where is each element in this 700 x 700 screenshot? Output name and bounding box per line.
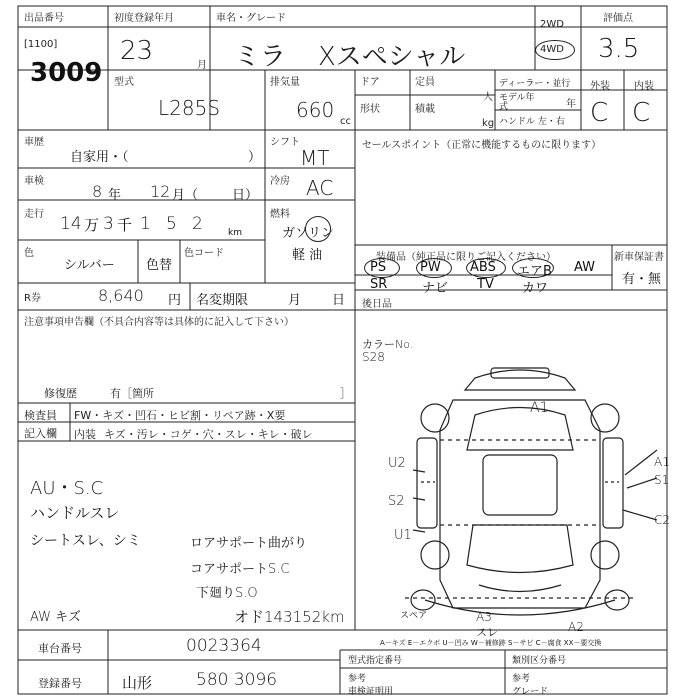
equipment-row-2 bbox=[362, 277, 612, 296]
warranty-value: 有・無 bbox=[622, 272, 662, 287]
equip-ps: PS bbox=[370, 260, 387, 275]
sales-point-label: セールスポイント（正常に機能するものに限ります） bbox=[362, 140, 602, 151]
usage: 自家用・（ bbox=[70, 150, 129, 165]
int-row: キズ・汚レ・コゲ・穴・スレ・キレ・破レ bbox=[104, 428, 313, 441]
color-code-label: 色コード bbox=[184, 248, 224, 259]
int-label: 内装 bbox=[634, 81, 654, 92]
drive-4wd: 4WD bbox=[540, 44, 564, 55]
note-lower-support: ロアサポート曲がり bbox=[190, 536, 308, 551]
grade: Xスペシャル bbox=[318, 42, 466, 72]
mark-s2: S2 bbox=[388, 494, 405, 509]
color-label: 色 bbox=[24, 248, 34, 259]
equip-airbag: エアB bbox=[517, 264, 552, 279]
mileage-man: 万 bbox=[84, 216, 100, 234]
ref-label-2: 参考 bbox=[512, 674, 531, 684]
mark-a1-roof: A1 bbox=[530, 400, 549, 416]
equip-navi: ナビ bbox=[422, 281, 449, 296]
drive-4wd-circle bbox=[535, 40, 575, 60]
chassis-label: 車台番号 bbox=[38, 642, 82, 655]
color-change-label: 色替 bbox=[146, 258, 173, 273]
lot-label: 出品番号 bbox=[24, 13, 64, 24]
damage-legend: A－キズ E－エクボ U－凹み W－補修跡 S－サビ C－腐食 XX－要交換 bbox=[380, 639, 602, 647]
handle-label: ハンドル 左・右 bbox=[499, 117, 565, 127]
ref-label-1: 参考 bbox=[348, 674, 367, 684]
repair-value: 有［箇所 bbox=[110, 387, 154, 400]
name-label: 車名・グレード bbox=[216, 13, 286, 24]
ext-label: 外装 bbox=[590, 81, 610, 92]
color-no-label: カラーNo. bbox=[362, 338, 414, 351]
mark-c2: C2 bbox=[654, 513, 671, 527]
mileage-unit: km bbox=[228, 228, 242, 238]
equip-sr: SR bbox=[370, 277, 388, 292]
recycle-amount: 8,640 bbox=[98, 286, 144, 305]
insp-month: 12 bbox=[150, 182, 171, 201]
insp-day-unit: 日） bbox=[232, 188, 259, 203]
note-core-support: コアサポートS.C bbox=[190, 562, 290, 577]
load-label: 積載 bbox=[415, 104, 435, 115]
insp-month-unit: 月（ bbox=[172, 188, 199, 203]
mark-a1-side: A1 bbox=[654, 455, 670, 469]
repair-label: 修復歴 bbox=[44, 387, 77, 400]
drive-2wd: 2WD bbox=[540, 19, 564, 30]
score: 3.5 bbox=[598, 34, 640, 64]
fuel-diesel: 軽 油 bbox=[292, 248, 323, 263]
cc: 660 bbox=[296, 98, 335, 122]
expiry-day: 日 bbox=[332, 293, 346, 308]
fuel-gas-circle bbox=[305, 216, 331, 242]
usage-label: 車歴 bbox=[24, 137, 44, 148]
model: L285S bbox=[158, 96, 221, 120]
model-label: 型式 bbox=[114, 77, 134, 88]
plate-label: 登録番号 bbox=[38, 677, 82, 690]
inspector-label-2: 記入欄 bbox=[24, 427, 57, 440]
insp-year-unit: 年 bbox=[108, 188, 122, 203]
expiry-label: 名変期限 bbox=[196, 293, 249, 308]
equip-abs-circle bbox=[466, 258, 506, 278]
mileage-label: 走行 bbox=[24, 209, 44, 220]
equip-aw: AW bbox=[574, 260, 596, 275]
plate-number: 580 3096 bbox=[196, 670, 278, 690]
first-reg-label: 初度登録年月 bbox=[114, 13, 174, 24]
equip-label: 装備品（純正品に限りご記入ください） bbox=[376, 252, 556, 263]
shift: MT bbox=[300, 146, 330, 170]
insp-year: 8 bbox=[92, 182, 103, 201]
shift-label: シフト bbox=[270, 137, 300, 148]
mark-u1: U1 bbox=[394, 528, 412, 543]
equip-leather: カワ bbox=[522, 281, 549, 296]
mileage-d4: 5 bbox=[166, 214, 177, 234]
note-underbody: 下廻りS.O bbox=[196, 586, 258, 601]
capacity-label: 定員 bbox=[415, 77, 435, 88]
note-odometer: オド143152km bbox=[234, 608, 345, 626]
equip-pw-circle bbox=[416, 258, 452, 278]
equip-pw: PW bbox=[420, 260, 441, 275]
int-row-label: 内装 bbox=[74, 428, 96, 441]
capacity-unit: 人 bbox=[483, 92, 493, 103]
grade-box-label: グレード bbox=[512, 687, 549, 697]
inspection-label: 車検 bbox=[24, 176, 44, 187]
cert-label: 車検証明用 bbox=[348, 687, 394, 697]
equip-ps-circle bbox=[364, 258, 400, 278]
int-score: C bbox=[632, 98, 651, 128]
color-no: S28 bbox=[362, 350, 385, 364]
fuel-gas: ガソリン bbox=[282, 226, 335, 241]
repair-close: ］ bbox=[340, 387, 351, 400]
car-name: ミラ bbox=[234, 42, 287, 72]
lot-small: [1100] bbox=[24, 39, 58, 50]
note-handle-wear: ハンドルスレ bbox=[30, 504, 120, 522]
first-reg-year: 23 bbox=[120, 36, 154, 66]
warranty-label: 新車保証書 bbox=[614, 252, 664, 263]
mark-a3: A3 bbox=[476, 610, 492, 624]
cc-unit: cc bbox=[340, 116, 351, 127]
color: シルバー bbox=[64, 258, 115, 273]
mileage-d2: 3 bbox=[103, 214, 114, 234]
cc-label: 排気量 bbox=[270, 77, 300, 88]
expiry-month: 月 bbox=[288, 293, 302, 308]
mark-u2: U2 bbox=[388, 456, 406, 471]
usage-close: ） bbox=[248, 150, 262, 165]
grade-label: 評価点 bbox=[603, 13, 633, 24]
fw-row: FW・キズ・凹石・ヒビ割・リペア跡・X要 bbox=[74, 409, 286, 422]
later-label: 後日品 bbox=[362, 299, 392, 310]
equip-airbag-circle bbox=[512, 258, 554, 278]
spare-label: スペア bbox=[400, 611, 428, 621]
class-label: 類別区分番号 bbox=[512, 656, 567, 666]
chassis: 0023364 bbox=[186, 636, 262, 656]
lot-number: 3009 bbox=[30, 58, 103, 88]
load-unit: kg bbox=[482, 118, 495, 129]
dealer-label: ディーラー・並行 bbox=[499, 79, 571, 89]
ac: AC bbox=[306, 176, 334, 200]
equip-abs: ABS bbox=[470, 260, 496, 275]
caution-label: 注意事項申告欄（不具合内容等は具体的に記入して下さい） bbox=[24, 317, 294, 328]
recycle-label: R券 bbox=[24, 293, 41, 304]
plate-area: 山形 bbox=[122, 674, 153, 692]
mileage-sen: 千 bbox=[117, 216, 133, 234]
mark-s1: S1 bbox=[654, 473, 670, 487]
year-unit: 年 bbox=[566, 99, 576, 110]
mileage-d1: 14 bbox=[60, 214, 82, 234]
model-year-label: モデル年式 bbox=[499, 93, 535, 112]
inspector-label-1: 検査員 bbox=[24, 409, 57, 422]
mileage-d5: 2 bbox=[192, 214, 203, 234]
door-label: ドア bbox=[360, 77, 380, 88]
ac-label: 冷房 bbox=[270, 176, 290, 187]
equip-tv: TV bbox=[477, 277, 494, 292]
mark-a2: A2 bbox=[568, 620, 584, 634]
fuel-label: 燃料 bbox=[270, 209, 290, 220]
mileage-d3: 1 bbox=[140, 214, 151, 234]
mark-wear: スレ bbox=[476, 626, 498, 639]
note-aw-scratch: AW キズ bbox=[30, 610, 81, 625]
shape-label: 形状 bbox=[360, 104, 380, 115]
note-au-sc: AU・S.C bbox=[30, 478, 104, 499]
ext-score: C bbox=[590, 98, 609, 128]
model-cert-label: 型式指定番号 bbox=[348, 656, 403, 666]
first-reg-month-unit: 月 bbox=[197, 60, 207, 71]
recycle-unit: 円 bbox=[168, 293, 182, 308]
note-seat-wear: シートスレ、シミ bbox=[30, 533, 141, 549]
